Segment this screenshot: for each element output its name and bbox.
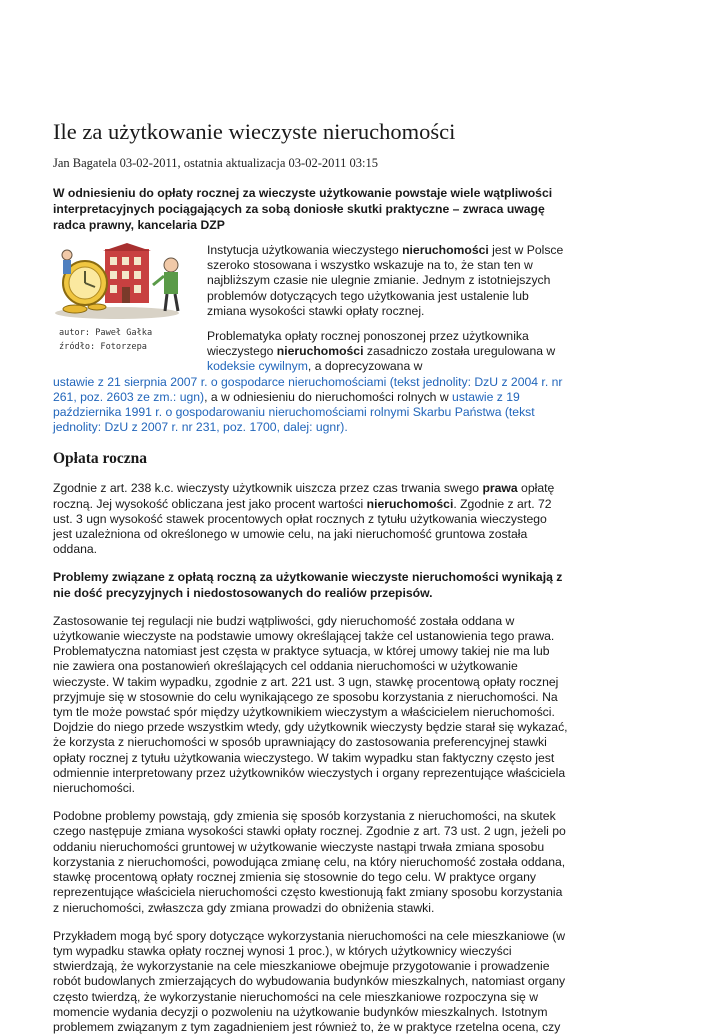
intro-paragraph-1 [207, 243, 567, 319]
intro-text: Problematyka opłaty rocznej ponoszonej przez użytkownika wieczystego [207, 329, 529, 359]
section-text: opłatę roczną. Jej wysokość obliczana jest jako procent wartości [53, 481, 555, 511]
article-lead: W odniesieniu do opłaty rocznej za wieczyste użytkowanie powstaje wiele wątpliwości interpretacyjnych pociągających za sobą doniosłe skutki praktyczne – zwraca uwagę radca prawny, kancelaria DZP [53, 186, 553, 232]
link-ugnr[interactable]: ustawie z 19 października 1991 r. o gospodarowaniu nieruchomościami rolnymi Skarbu Państwa (tekst jednolity: DzU z 2007 r. nr 231, poz. 1700, dalej: ugnr). [53, 389, 535, 435]
intro-text: , a doprecyzowana w [307, 359, 423, 374]
intro-text: , a w odniesieniu do nieruchomości rolnych w [204, 389, 453, 404]
figure-author: autor: Paweł Gałka [59, 328, 153, 338]
article [53, 118, 573, 1035]
illustration-image [53, 243, 193, 321]
article-figure [53, 243, 193, 354]
section-paragraph-2: Zastosowanie tej regulacji nie budzi wątpliwości, gdy nieruchomość została oddana w użytkowanie wieczyste na podstawie umowy określającej także cel ustanowienia tego prawa. Problematyczna natomiast jest częsta w praktyce sytuacja, w której umowy takiej nie ma lub nie zawiera ona postanowień określających cel oddania nieruchomości w użytkowanie wieczyste. W takim wypadku, zgodnie z art. 221 ust. 3 ugn, stawkę procentową opłaty rocznej przyjmuje się w stosownie do celu wynikającego ze sposobu korzystania z nieruchomości. Na tym tle może powstać spór między użytkownikiem wieczystym a właścicielem nieruchomości. Dojdzie do niego przede wszystkim wtedy, gdy użytkownik wieczysty będzie starał się wykazać, że korzysta z nieruchomości w sposób uprawniający do zastosowania preferencyjnej stawki opłaty rocznej z tytułu użytkowania wieczystego. W takim wypadku stan faktyczny często jest odmiennie interpretowany przez użytkowników wieczystych i organy reprezentujące właściciela nieruchomości. [53, 613, 568, 796]
section-paragraph-3: Podobne problemy powstają, gdy zmienia się sposób korzystania z nieruchomości, na skutek czego następuje zmiana wysokości stawki opłaty rocznej. Zgodnie z art. 73 ust. 2 ugn, jeżeli po oddaniu nieruchomości gruntowej w użytkowanie wieczyste nastąpi trwała zmiana sposobu korzystania z nieruchomości, powodująca zmianę celu, na który nieruchomość została oddana, stawkę procentową opłaty rocznej zmienia się stosownie do tego celu. W praktyce organy reprezentujące właściciela nieruchomości często kwestionują fakt zmiany sposobu korzystania z nieruchomości, zwłaszcza gdy zmiana prowadzi do obniżenia stawki. [53, 809, 566, 915]
intro-text: Instytucja użytkowania wieczystego [207, 243, 403, 257]
section-text: Zgodnie z art. 238 k.c. wieczysty użytkownik uiszcza przez czas trwania swego [53, 481, 483, 496]
intro-text: jest w Polsce szeroko stosowana i wszystko wskazuje na to, że stan ten w najbliższym czasie nie ulegnie zmianie. Jednym z istotniejszych problemów dotyczących tego użytkowania jest ustalenie lub zmiana wysokości stawki opłaty rocznej. [207, 243, 564, 318]
article-byline: Jan Bagatela 03-02-2011, ostatnia aktualizacja 03-02-2011 03:15 [53, 156, 379, 170]
figure-source: źródło: Fotorzepa [59, 342, 147, 352]
section-paragraph-4: Przykładem mogą być spory dotyczące wykorzystania nieruchomości na cele mieszkaniowe (w tym wypadku stawka opłaty rocznej wynosi 1 proc.), w których użytkownicy wieczyści stwierdzają, że wykorzystanie na cele mieszkaniowe obejmuje przygotowanie i prowadzenie robót budowlanych zmierzających do wybudowania budynków mieszkalnych, natomiast organy często twierdzą, że wykorzystanie nieruchomości na cele mieszkaniowe rozpoczyna się w momencie wydania decyzji o pozwoleniu na użytkowanie budynków mieszkalnych. Istotnym problemem związanym z tym zagadnieniem jest również to, że w praktyce rzetelna ocena, czy [53, 928, 566, 1034]
section-highlight: Problemy związane z opłatą roczną za użytkowanie wieczyste nieruchomości wynikają z nie dość precyzyjnych i niedostosowanych do realiów przepisów. [53, 570, 563, 600]
section-heading: Opłata roczna [53, 450, 147, 468]
link-ugn[interactable]: ustawie z 21 sierpnia 2007 r. o gospodarce nieruchomościami (tekst jednolity: DzU z 2004 r. nr 261, poz. 2603 ze zm.: ugn) [53, 374, 563, 404]
section-paragraph-1 [53, 481, 568, 557]
keyword-link[interactable]: prawa [482, 481, 518, 496]
keyword-link[interactable]: nieruchomości [366, 496, 454, 511]
intro-text: zasadniczo została uregulowana w [363, 344, 556, 359]
article-title: Ile za użytkowanie wieczyste nieruchomości [53, 119, 456, 144]
keyword-link[interactable]: nieruchomości [402, 243, 489, 257]
section-text: . Zgodnie z art. 72 ust. 3 ugn wysokość stawek procentowych opłat rocznych z tytułu użytkowania wieczystego jest uzależniona od określonego w umowie celu, na jaki nieruchomość gruntowa została oddana. [53, 496, 552, 557]
intro-block [53, 243, 573, 421]
link-kodeks-cywilny[interactable]: kodeksie cywilnym [207, 359, 308, 374]
keyword-link[interactable]: nieruchomości [276, 344, 364, 359]
